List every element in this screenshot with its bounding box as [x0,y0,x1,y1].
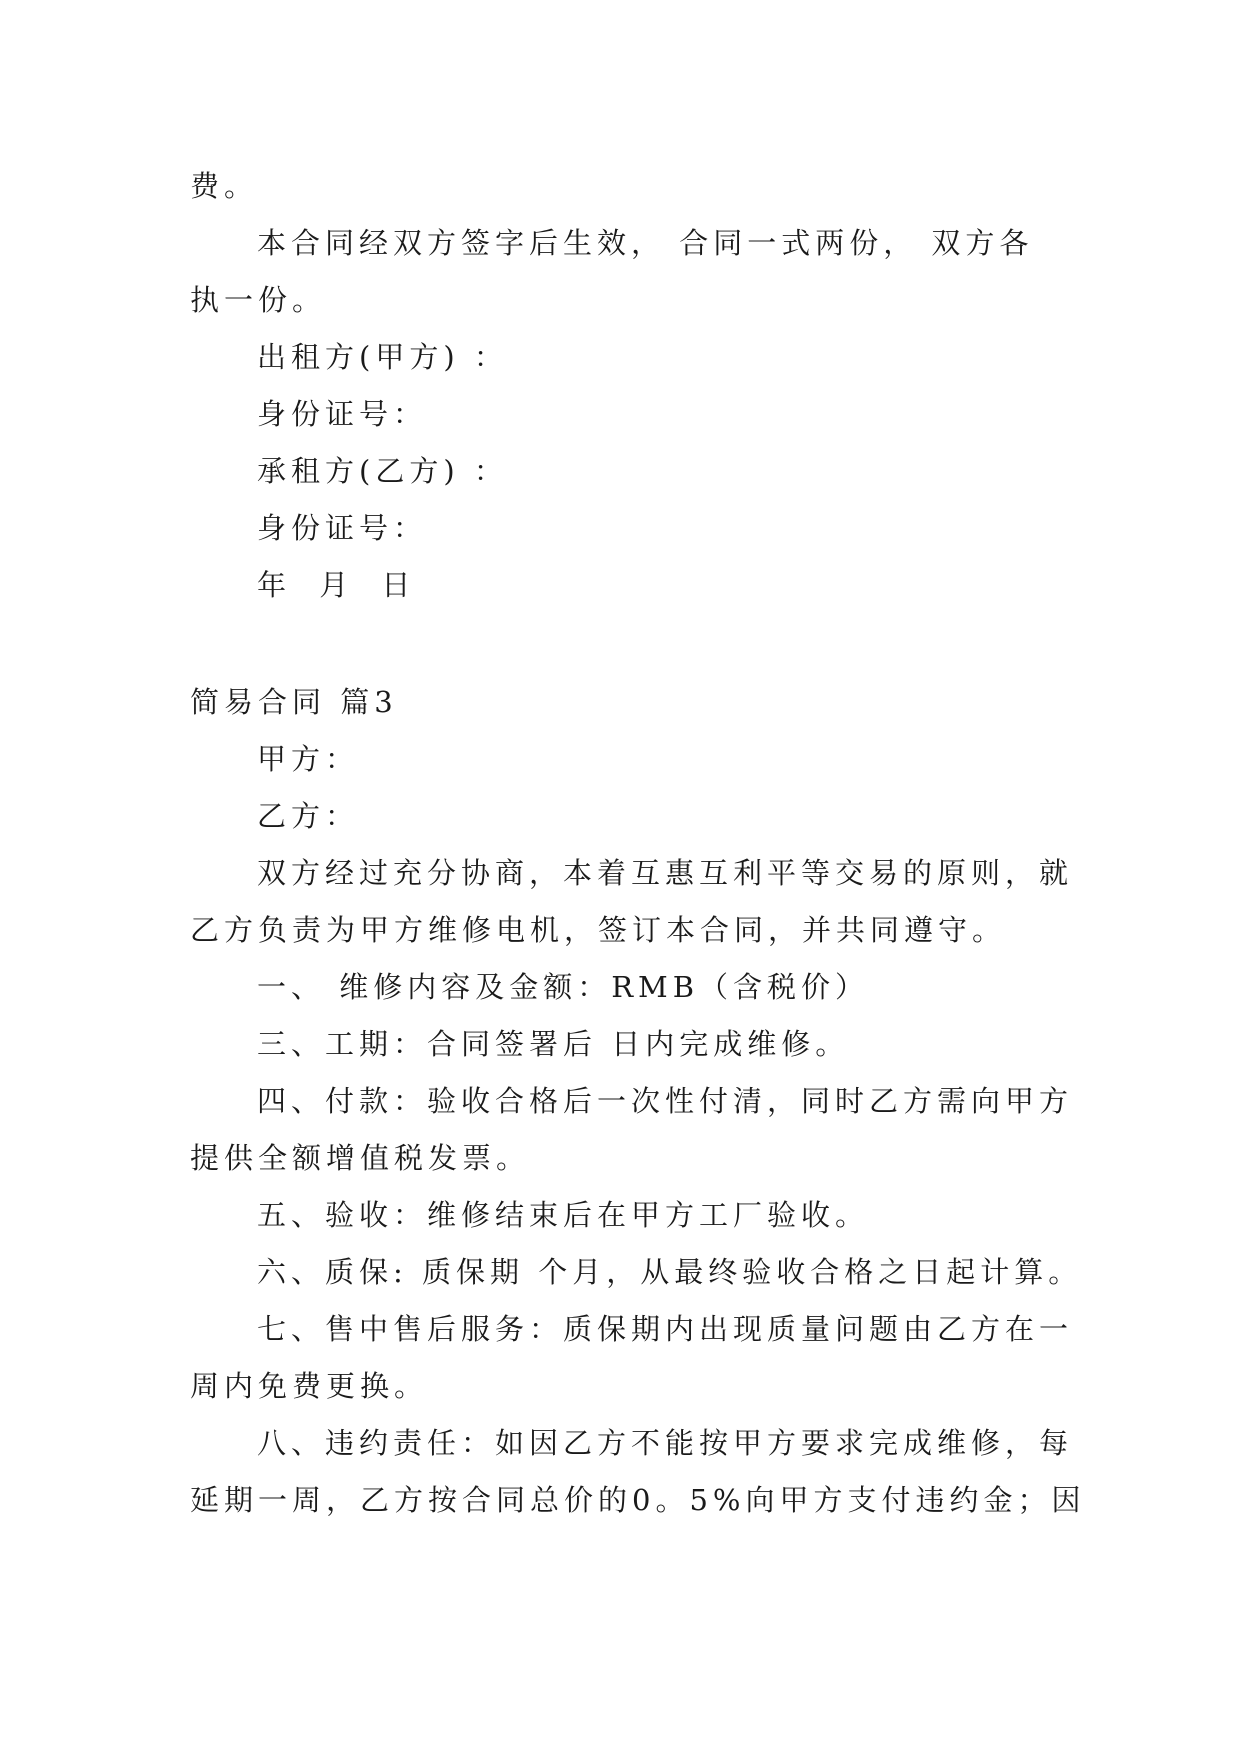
clause-line: 一、 维修内容及金额：RMB（含税价） [257,970,870,1004]
clause-line: 七、售中售后服务：质保期内出现质量问题由乙方在一 [257,1312,1074,1346]
text-line: 身份证号： [257,397,428,431]
text-line: 身份证号： [257,511,428,545]
text-line: 费。 [190,169,259,203]
text-line: 提供全额增值税发票。 [190,1141,531,1175]
text-line: 周内免费更换。 [190,1369,429,1403]
clause-line: 四、付款：验收合格后一次性付清，同时乙方需向甲方 [257,1084,1074,1118]
clause-line: 八、违约责任：如因乙方不能按甲方要求完成维修，每 [257,1426,1074,1460]
clause-line: 五、验收：维修结束后在甲方工厂验收。 [257,1198,870,1232]
date-line: 年 月 日 [257,568,416,602]
text-line: 乙方负责为甲方维修电机，签订本合同，并共同遵守。 [190,913,1007,947]
text-line: 承租方(乙方) ： [257,454,508,488]
text-line: 执一份。 [190,283,327,317]
section-heading: 简易合同 篇3 [190,685,398,719]
clause-line: 三、工期：合同签署后 日内完成维修。 [257,1027,850,1061]
clause-line: 六、质保: 质保期 个月，从最终验收合格之日起计算。 [257,1255,1083,1289]
text-line: 本合同经双方签字后生效， 合同一式两份， 双方各 [257,226,1034,260]
text-line: 出租方(甲方) ： [257,340,508,374]
text-line: 乙方： [257,799,360,833]
text-line: 双方经过充分协商，本着互惠互利平等交易的原则，就 [257,856,1074,890]
text-line: 甲方： [257,742,360,776]
text-line: 延期一周，乙方按合同总价的0。5%向甲方支付违约金；因 [190,1483,1086,1517]
